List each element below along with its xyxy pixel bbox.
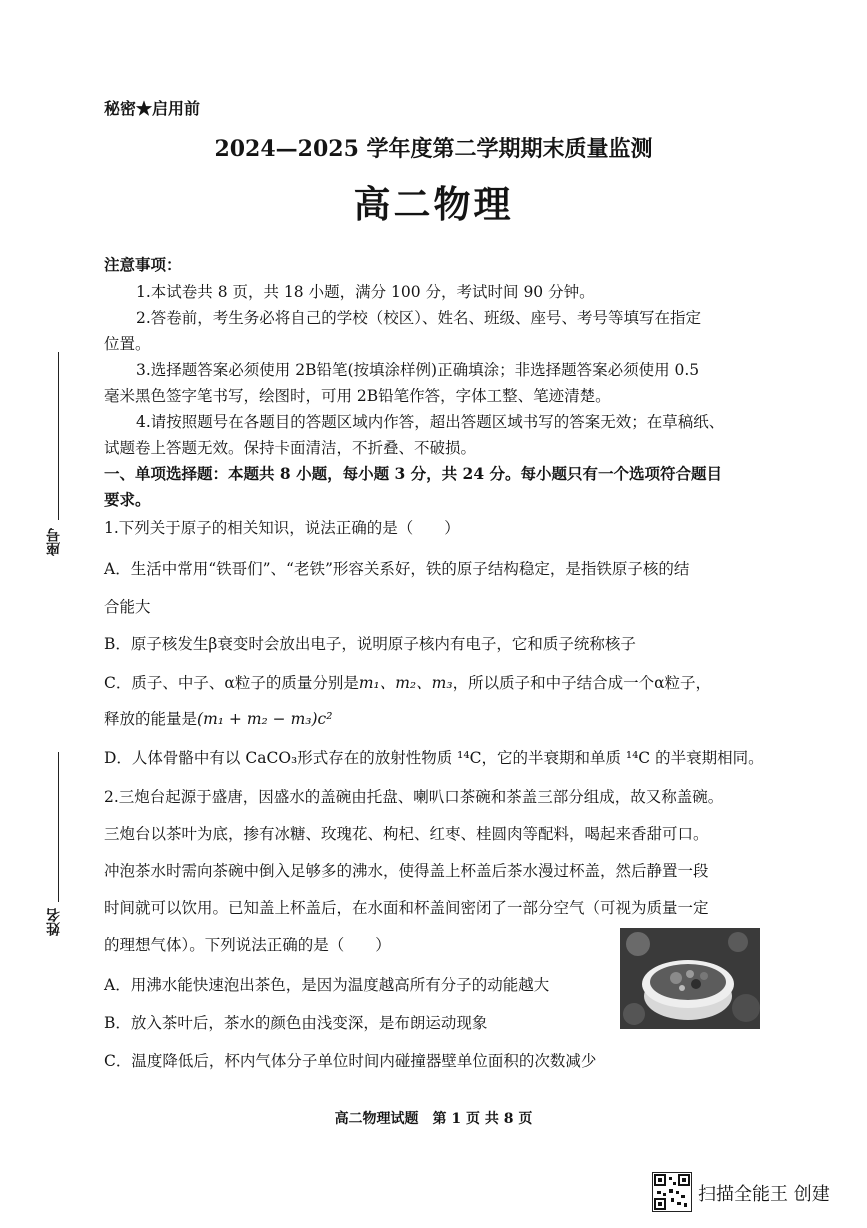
question-1-stem: 1.下列关于原子的相关知识，说法正确的是（ ） [104, 519, 460, 537]
notice-item-3-line-2: 毫米黑色签字笔书写，绘图时，可用 2B铅笔作答，字体工整、笔迹清楚。 [104, 387, 611, 405]
option-c-masses: m₁、m₂、m₃ [358, 674, 453, 692]
question-2-option-b: B．放入茶叶后，茶水的颜色由浅变深，是布朗运动现象 [104, 1014, 488, 1032]
name-line [58, 752, 59, 902]
question-1-option-a-line-2: 合能大 [104, 598, 151, 616]
question-1-option-b: B．原子核发生β衰变时会放出电子，说明原子核内有电子，它和质子统称核子 [104, 635, 636, 653]
question-1-option-c-line-2 [104, 707, 332, 731]
qr-code-icon [652, 1172, 692, 1212]
question-2-stem-line-2: 三炮台以茶叶为底，掺有冰糖、玫瑰花、枸杞、红枣、桂圆肉等配料，喝起来香甜可口。 [104, 825, 709, 843]
confidential-mark: 秘密★启用前 [104, 99, 201, 118]
notice-item-1: 1.本试卷共 8 页，共 18 小题，满分 100 分，考试时间 90 分钟。 [136, 283, 595, 301]
name-label: 姓名 [46, 908, 62, 936]
section-1-heading-line-1: 一、单项选择题：本题共 8 小题，每小题 3 分，共 24 分。每小题只有一个选项符合题目 [104, 464, 723, 483]
section-1-heading-line-2: 要求。 [104, 490, 151, 509]
option-c-text-a: C．质子、中子、α粒子的质量分别是 [104, 674, 359, 692]
question-1-option-d: D．人体骨骼中有以 CaCO₃形式存在的放射性物质 ¹⁴C，它的半衰期和单质 ¹⁴C 的半衰期相同。 [104, 749, 764, 767]
question-2-stem-line-1: 2.三炮台起源于盛唐，因盛水的盖碗由托盘、喇叭口茶碗和茶盖三部分组成，故又称盖碗。 [104, 788, 724, 806]
question-2-stem-line-4: 时间就可以饮用。已知盖上杯盖后，在水面和杯盖间密闭了一部分空气（可视为质量一定 [104, 899, 709, 917]
tea-bowl-photo [620, 928, 760, 1029]
notice-item-3-line-1: 3.选择题答案必须使用 2B铅笔(按填涂样例)正确填涂；非选择题答案必须使用 0.5 [136, 361, 700, 379]
notice-item-2-line-2: 位置。 [104, 335, 151, 353]
subject-title: 高二物理 [353, 182, 514, 226]
notice-item-4-line-2: 试题卷上答题无效。保持卡面清洁，不折叠、不破损。 [104, 439, 477, 457]
question-2-option-c: C．温度降低后，杯内气体分子单位时间内碰撞器壁单位面积的次数减少 [104, 1052, 597, 1070]
question-2-option-a: A．用沸水能快速泡出茶色，是因为温度越高所有分子的动能越大 [104, 976, 550, 994]
option-c-energy-label: 释放的能量是 [104, 710, 198, 728]
seat-number-line [58, 352, 59, 520]
notice-heading: 注意事项： [104, 255, 182, 274]
question-1-option-a-line-1: A．生活中常用“铁哥们”、“老铁”形容关系好，铁的原子结构稳定，是指铁原子核的结 [104, 560, 690, 578]
seat-number-label: 座号 [46, 528, 62, 556]
page-footer: 高二物理试题 第 1 页 共 8 页 [334, 1111, 533, 1127]
scanner-watermark: 扫描全能王 创建 [698, 1184, 830, 1205]
notice-item-2-line-1: 2.答卷前，考生务必将自己的学校（校区）、姓名、班级、座号、考号等填写在指定 [136, 309, 702, 327]
notice-item-4-line-1: 4.请按照题号在各题目的答题区域内作答，超出答题区域书写的答案无效；在草稿纸、 [136, 413, 725, 431]
option-c-energy-formula: (m₁ + m₂ − m₃)c² [197, 710, 333, 728]
question-1-option-c-line-1 [104, 671, 711, 695]
exam-title: 2024—2025 学年度第二学期期末质量监测 [214, 136, 653, 162]
option-c-text-b: ，所以质子和中子结合成一个α粒子， [452, 674, 712, 692]
question-2-stem-line-5: 的理想气体）。下列说法正确的是（ ） [104, 936, 391, 954]
question-2-stem-line-3: 冲泡茶水时需向茶碗中倒入足够多的沸水，使得盖上杯盖后茶水漫过杯盖，然后静置一段 [104, 862, 709, 880]
